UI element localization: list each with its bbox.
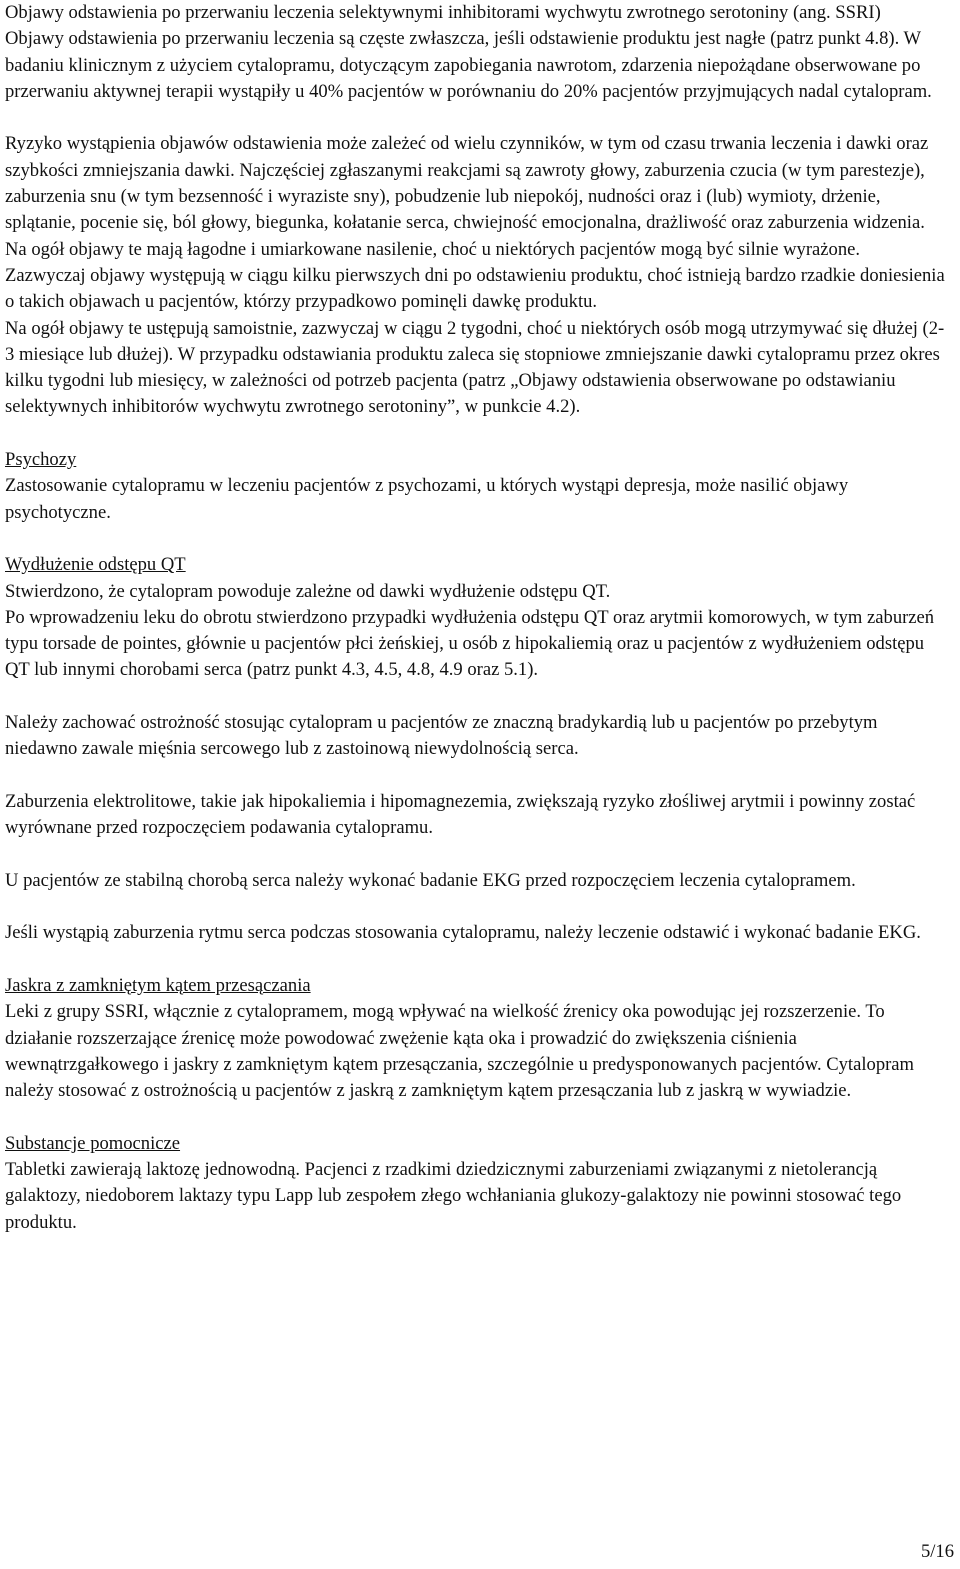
qt-paragraph-2: Po wprowadzeniu leku do obrotu stwierdzono przypadki wydłużenia odstępu QT oraz arytmii komorowych, w tym zaburzeń typu torsade de pointes, głównie u pacjentów płci żeńskiej, u osób z hipokaliemią oraz u pacjentów z wydłużeniem odstępu QT lub innymi chorobami serca (patrz punkt 4.3, 4.5, 4.8, 4.9 oraz 5.1).: [5, 606, 935, 681]
section-psychoses-heading: Psychozy: [5, 449, 77, 471]
glaucoma-paragraph-1: Leki z grupy SSRI, włącznie z cytalopramem, mogą wpływać na wielkość źrenicy oka powodując jej rozszerzenie. To działanie rozszerzające źrenicę może powodować zwężenie kąta oka i prowadzić do zwiększenia ciśnienia wewnątrzgałkowego i jaskry z zamkniętym kątem przesączania, szczególnie u predysponowanych pacjentów. Cytalopram należy stosować z ostrożnością u pacjentów z jaskrą z zamkniętym kątem przesączania lub z jaskrą w wywiadzie.: [5, 1001, 915, 1102]
qt-paragraph-1: Stwierdzono, że cytalopram powoduje zależne od dawki wydłużenie odstępu QT.: [5, 580, 611, 602]
qt-paragraph-4: Zaburzenia elektrolitowe, takie jak hipokaliemia i hipomagnezemia, zwiększają ryzyko złośliwej arytmii i powinny zostać wyrównane przed rozpoczęciem podawania cytalopramu.: [5, 790, 916, 839]
section-qt-heading: Wydłużenie odstępu QT: [5, 554, 186, 576]
psychoses-paragraph-1: Zastosowanie cytalopramu w leczeniu pacjentów z psychozami, u których wystąpi depresja, może nasilić objawy psychotyczne.: [5, 475, 849, 523]
withdrawal-paragraph-2: Ryzyko wystąpienia objawów odstawienia może zależeć od wielu czynników, w tym od czasu trwania leczenia i dawki oraz szybkości zmniejszania dawki. Najczęściej zgłaszanymi reakcjami są zawroty głowy, zaburzenia czucia (w tym parestezje), zaburzenia snu (w tym bezsenność i wyraziste sny), pobudzenie lub niepokój, nudności oraz i (lub) wymioty, drżenie, splątanie, pocenie się, ból głowy, biegunka, kołatanie serca, chwiejność emocjonalna, drażliwość oraz zaburzenia widzenia.: [5, 133, 929, 234]
section-glaucoma-heading: Jaskra z zamkniętym kątem przesączania: [5, 974, 311, 996]
section-excipients-heading: Substancje pomocnicze: [5, 1132, 181, 1154]
document-body: [5, 0, 953, 1236]
excipients-paragraph-1: Tabletki zawierają laktozę jednowodną. Pacjenci z rzadkimi dziedzicznymi zaburzeniami związanymi z nietolerancją galaktozy, niedoborem laktazy typu Lapp lub zespołem złego wchłaniania glukozy-galaktozy nie powinni stosować tego produktu.: [5, 1159, 902, 1233]
withdrawal-paragraph-5: Na ogół objawy te ustępują samoistnie, zazwyczaj w ciągu 2 tygodni, choć u niektórych osób mogą utrzymywać się dłużej (2-3 miesiące lub dłużej). W przypadku odstawiania produktu zaleca się stopniowe zmniejszanie dawki cytalopramu przez okres kilku tygodni lub miesięcy, w zależności od potrzeb pacjenta (patrz „Objawy odstawienia obserwowane po odstawianiu selektywnych inhibitorów wychwytu zwrotnego serotoniny”, w punkcie 4.2).: [5, 317, 945, 418]
withdrawal-paragraph-3: Na ogół objawy te mają łagodne i umiarkowane nasilenie, choć u niektórych pacjentów mogą być silnie wyrażone.: [5, 238, 861, 260]
withdrawal-paragraph-4: Zazwyczaj objawy występują w ciągu kilku pierwszych dni po odstawieniu produktu, choć istnieją bardzo rzadkie doniesienia o takich objawach u pacjentów, którzy przypadkowo pominęli dawkę produktu.: [5, 264, 945, 313]
qt-paragraph-3: Należy zachować ostrożność stosując cytalopram u pacjentów ze znaczną bradykardią lub u pacjentów po przebytym niedawno zawale mięśnia sercowego lub z zastoinową niewydolnością serca.: [5, 712, 878, 760]
withdrawal-paragraph-1: Objawy odstawienia po przerwaniu leczenia są częste zwłaszcza, jeśli odstawienie produktu jest nagłe (patrz punkt 4.8). W badaniu klinicznym z użyciem cytalopramu, dotyczącym zapobiegania nawrotom, zdarzenia niepożądane obserwowane po przerwaniu aktywnej terapii wystąpiły u 40% pacjentów w porównaniu do 20% pacjentów przyjmujących nadal cytalopram.: [5, 28, 932, 102]
qt-paragraph-5: U pacjentów ze stabilną chorobą serca należy wykonać badanie EKG przed rozpoczęciem leczenia cytalopramem.: [5, 869, 856, 891]
page-number: 5/16: [920, 1541, 954, 1562]
qt-paragraph-6: Jeśli wystąpią zaburzenia rytmu serca podczas stosowania cytalopramu, należy leczenie odstawić i wykonać badanie EKG.: [5, 922, 921, 944]
section-withdrawal-heading: Objawy odstawienia po przerwaniu leczenia selektywnymi inhibitorami wychwytu zwrotnego serotoniny (ang. SSRI): [5, 2, 881, 23]
